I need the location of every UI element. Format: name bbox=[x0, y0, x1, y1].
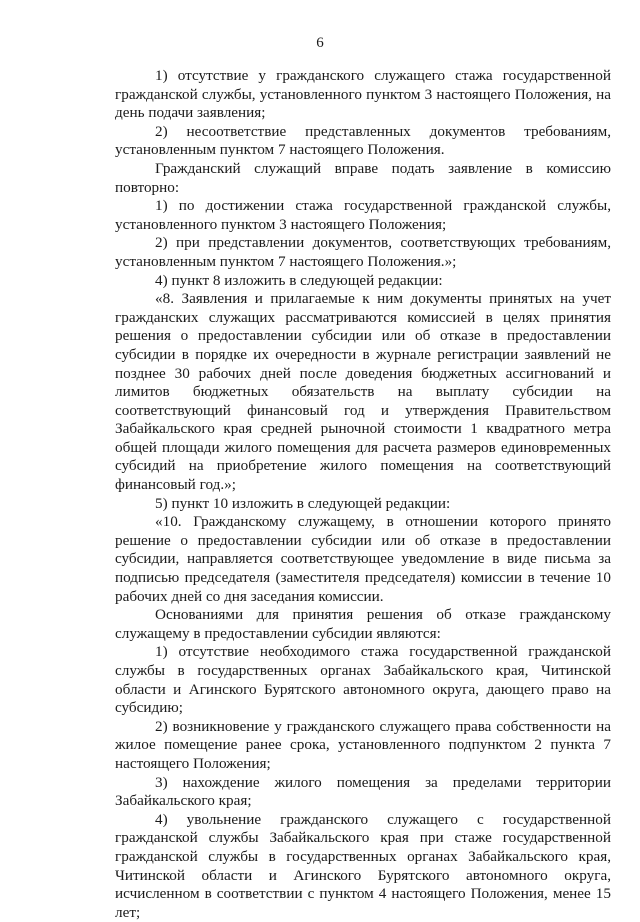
page-number: 6 bbox=[316, 35, 324, 51]
paragraph: 5) пункт 10 изложить в следующей редакции: bbox=[155, 494, 451, 512]
paragraph: Гражданский служащий вправе подать заявление в комиссию повторно: bbox=[115, 159, 611, 196]
paragraph: 2) возникновение у гражданского служащего права собственности на жилое помещение ранее срока, установленного подпунктом 2 пункта 7 настоящего Положения; bbox=[115, 717, 611, 772]
paragraph: 2) несоответствие представленных документов требованиям, установленным пунктом 7 настоящего Положения. bbox=[115, 122, 611, 159]
paragraph: 3) нахождение жилого помещения за пределами территории Забайкальского края; bbox=[115, 773, 611, 810]
paragraph: 2) при представлении документов, соответствующих требованиям, установленным пунктом 7 настоящего Положения.»; bbox=[115, 234, 611, 270]
paragraph: «8. Заявления и прилагаемые к ним документы принятых на учет гражданских служащих рассматриваются комиссией в целях принятия решения о предоставлении субсидии или об отказе в предоставлении субсидии в порядке их очередности в журнале регистрации заявлений не позднее 30 рабочих дней после доведения бюджетных ассигнований и лимитов бюджетных обязательств на выплату субсидии на соответствующий финансовый год и утверждения Правительством Забайкальского края средней рыночной стоимости 1 квадратного метра общей площади жилого помещения для расчета размеров единовременных субсидий на приобретение жилого помещения на соответствующий финансовый год.»; bbox=[115, 290, 611, 494]
paragraph: 1) отсутствие у гражданского служащего стажа государственной гражданской службы, установленного пунктом 3 настоящего Положения, на день подачи заявления; bbox=[115, 67, 611, 122]
paragraph: 1) по достижении стажа государственной гражданской службы, установленного пунктом 3 настоящего Положения; bbox=[115, 197, 611, 233]
paragraph: 4) пункт 8 изложить в следующей редакции: bbox=[155, 271, 443, 289]
paragraph: «10. Гражданскому служащему, в отношении которого принято решение о предоставлении субсидии или об отказе в предоставлении субсидии, направляется соответствующее уведомление в виде письма за подписью председателя (заместителя председателя) комиссии в течение 10 рабочих дней со дня заседания комиссии. bbox=[115, 513, 611, 605]
paragraph: 4) увольнение гражданского служащего с государственной гражданской службы Забайкальского края при стаже государственной гражданской службы в государственных органах Забайкальского края, Читинской области и Агинского Бурятского автономного округа, исчисленном в соответствии с пунктом 4 настоящего Положения, менее 15 лет; bbox=[115, 810, 611, 921]
paragraph: Основаниями для принятия решения об отказе гражданскому служащему в предоставлении субсидии являются: bbox=[115, 606, 611, 642]
document-body bbox=[115, 67, 611, 922]
paragraph: 1) отсутствие необходимого стажа государственной гражданской службы в государственных органах Забайкальского края, Читинской области и Агинского Бурятского автономного округа, дающего право на субсидию; bbox=[115, 643, 611, 717]
